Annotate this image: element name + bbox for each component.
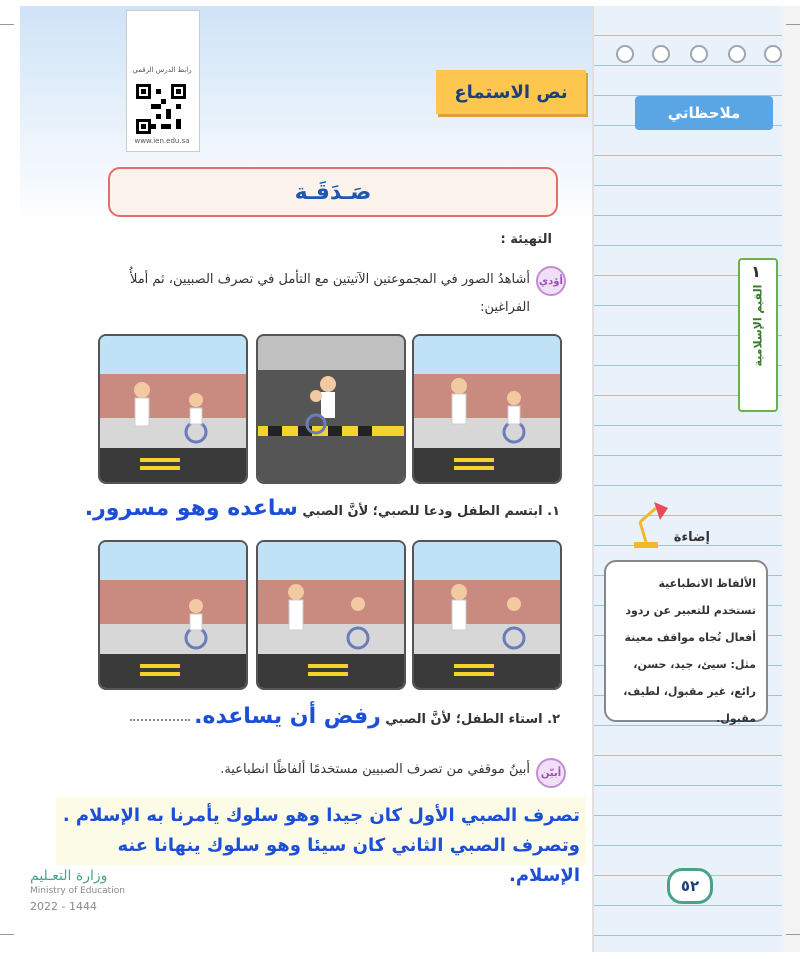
- activity-badge-icon: أؤدي: [536, 266, 566, 296]
- light-title: إضاءة: [673, 530, 710, 545]
- qr-label: رابط الدرس الرقمي: [132, 66, 192, 74]
- instruction-text: أشاهدُ الصور في المجموعتين الآتيتين مع التأمل في تصرف الصبيين، ثم أملأُ الفراغين:: [129, 272, 530, 315]
- question-1-answer[interactable]: ساعده وهو مسرور.: [84, 496, 298, 521]
- notes-column: [592, 6, 784, 952]
- binder-ring: [690, 45, 708, 63]
- ministry-year: 2022 - 1444: [30, 900, 97, 913]
- final-answer-line-2: وتصرف الصبي الثاني كان سيئا وهو سلوك ينهانا عنه الإسلام.: [117, 835, 580, 886]
- scene-image: [256, 540, 406, 690]
- scene-image: [256, 334, 406, 484]
- light-line: رائع، غير مقبول، لطيف،: [623, 685, 756, 698]
- unit-title: القيم الإسلامية: [751, 284, 765, 367]
- scene-image: [98, 334, 248, 484]
- notes-label: ملاحظاتي: [635, 96, 773, 130]
- crop-mark: [786, 24, 800, 25]
- binder-ring: [764, 45, 782, 63]
- light-line: الألفاظ الانطباعية: [658, 577, 756, 590]
- page-edge-strip: [782, 6, 800, 952]
- warmup-label: التهيئة :: [500, 232, 552, 247]
- scene-image: [412, 334, 562, 484]
- qr-code-icon[interactable]: [136, 84, 186, 134]
- position-question: أبينُ موقفي من تصرف الصبيين مستخدمًا ألفاظًا انطباعية.: [220, 762, 530, 777]
- ministry-logo-text: وزارة التعـليم: [30, 868, 108, 884]
- question-2-prompt: ٢. استاء الطفل؛ لأنَّ الصبي: [385, 712, 560, 727]
- ministry-english: Ministry of Education: [30, 886, 125, 896]
- light-line: تستخدم للتعبير عن ردود: [625, 604, 756, 617]
- qr-url: www.ien.edu.sa: [134, 137, 190, 145]
- lesson-title: صَـدَقَـة: [108, 167, 558, 217]
- binder-ring: [652, 45, 670, 63]
- light-box: [604, 560, 768, 725]
- crop-mark: [0, 24, 14, 25]
- question-1-prompt: ١. ابتسم الطفل ودعا للصبي؛ لأنَّ الصبي: [302, 504, 560, 519]
- question-2-answer[interactable]: رفض أن يساعده.: [194, 704, 381, 729]
- scene-image: [98, 540, 248, 690]
- unit-number: ١: [751, 261, 761, 281]
- scene-image: [412, 540, 562, 690]
- page-number: ٥٢: [667, 868, 713, 904]
- section-banner: نص الاستماع: [436, 70, 586, 114]
- light-line: أفعال تُجاه مواقف معينة: [624, 631, 756, 644]
- light-line: مقبول.: [716, 712, 756, 725]
- crop-mark: [786, 934, 800, 935]
- question-2: [80, 704, 560, 729]
- answer-dotted-line: [130, 719, 190, 721]
- crop-mark: [0, 934, 14, 935]
- light-line: مثل: سيئ، جيد، حسن،: [633, 658, 756, 671]
- final-answer-line-1: تصرف الصبي الأول كان جيدا وهو سلوك يأمرنا به الإسلام .: [62, 805, 580, 826]
- question-1: [80, 496, 560, 521]
- binder-ring: [616, 45, 634, 63]
- explain-badge-icon: أبيّن: [536, 758, 566, 788]
- binder-ring: [728, 45, 746, 63]
